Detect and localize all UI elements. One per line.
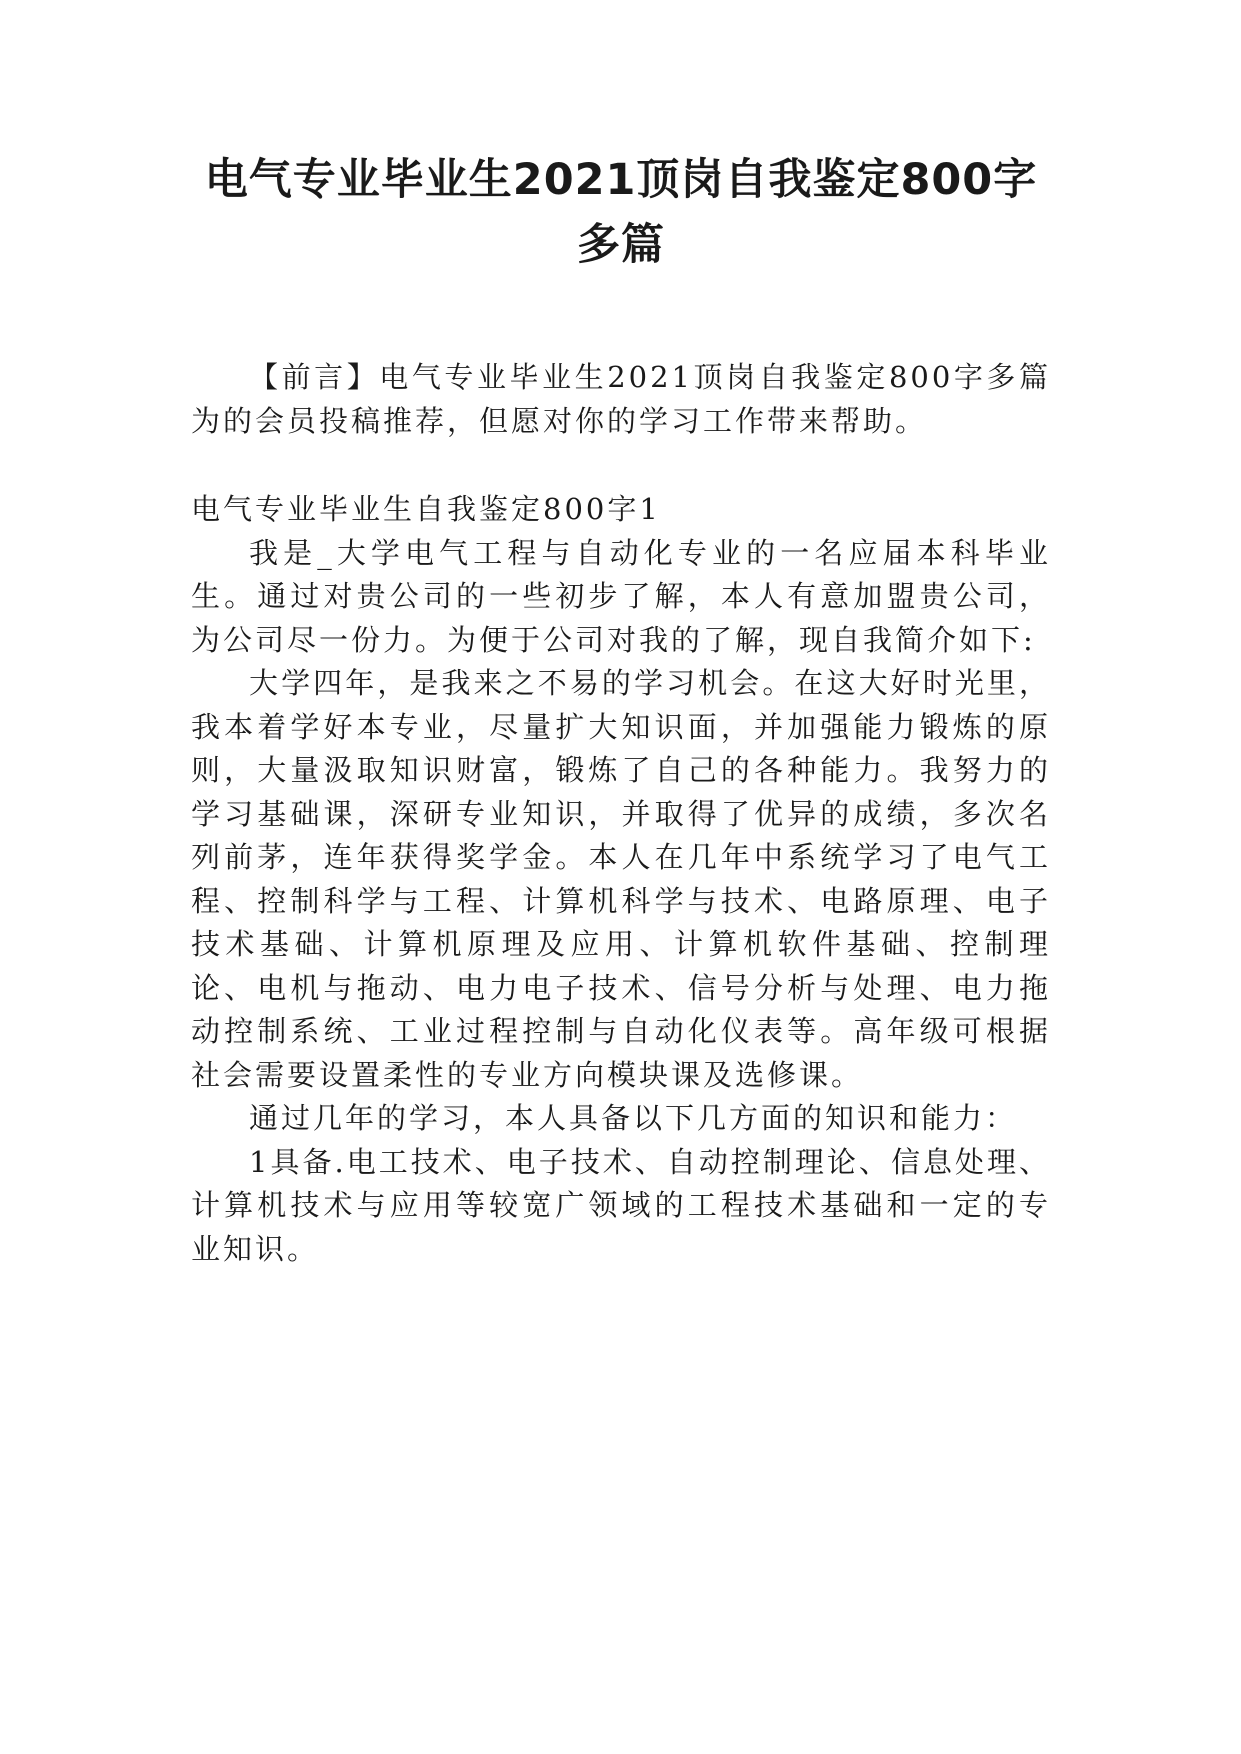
body-paragraph: 大学四年，是我来之不易的学习机会。在这大好时光里，我本着学好本专业，尽量扩大知识面，并加强能力锻炼的原则，大量汲取知识财富，锻炼了自己的各种能力。我努力的学习基础课，深研专业知识，并取得了优异的成绩，多次名列前茅，连年获得奖学金。本人在几年中系统学习了电气工程、控制科学与工程、计算机科学与技术、电路原理、电子技术基础、计算机原理及应用、计算机软件基础、控制理论、电机与拖动、电力电子技术、信号分析与处理、电力拖动控制系统、工业过程控制与自动化仪表等。高年级可根据社会需要设置柔性的专业方向模块课及选修课。: [191, 666, 1051, 1092]
document-body: [191, 356, 1051, 1271]
body-paragraph: 我是_大学电气工程与自动化专业的一名应届本科毕业生。通过对贵公司的一些初步了解，本人有意加盟贵公司，为公司尽一份力。为便于公司对我的了解，现自我简介如下:: [191, 535, 1051, 657]
section-heading: 电气专业毕业生自我鉴定800字1: [191, 492, 661, 526]
preface-paragraph: 【前言】电气专业毕业生2021顶岗自我鉴定800字多篇为的会员投稿推荐，但愿对你的学习工作带来帮助。: [191, 360, 1051, 438]
body-paragraph: 通过几年的学习，本人具备以下几方面的知识和能力：: [249, 1101, 1018, 1135]
body-paragraph: 1具备.电工技术、电子技术、自动控制理论、信息处理、计算机技术与应用等较宽广领域的工程技术基础和一定的专业知识。: [191, 1144, 1051, 1266]
document-title: 电气专业毕业生2021顶岗自我鉴定800字多篇: [204, 155, 1038, 270]
